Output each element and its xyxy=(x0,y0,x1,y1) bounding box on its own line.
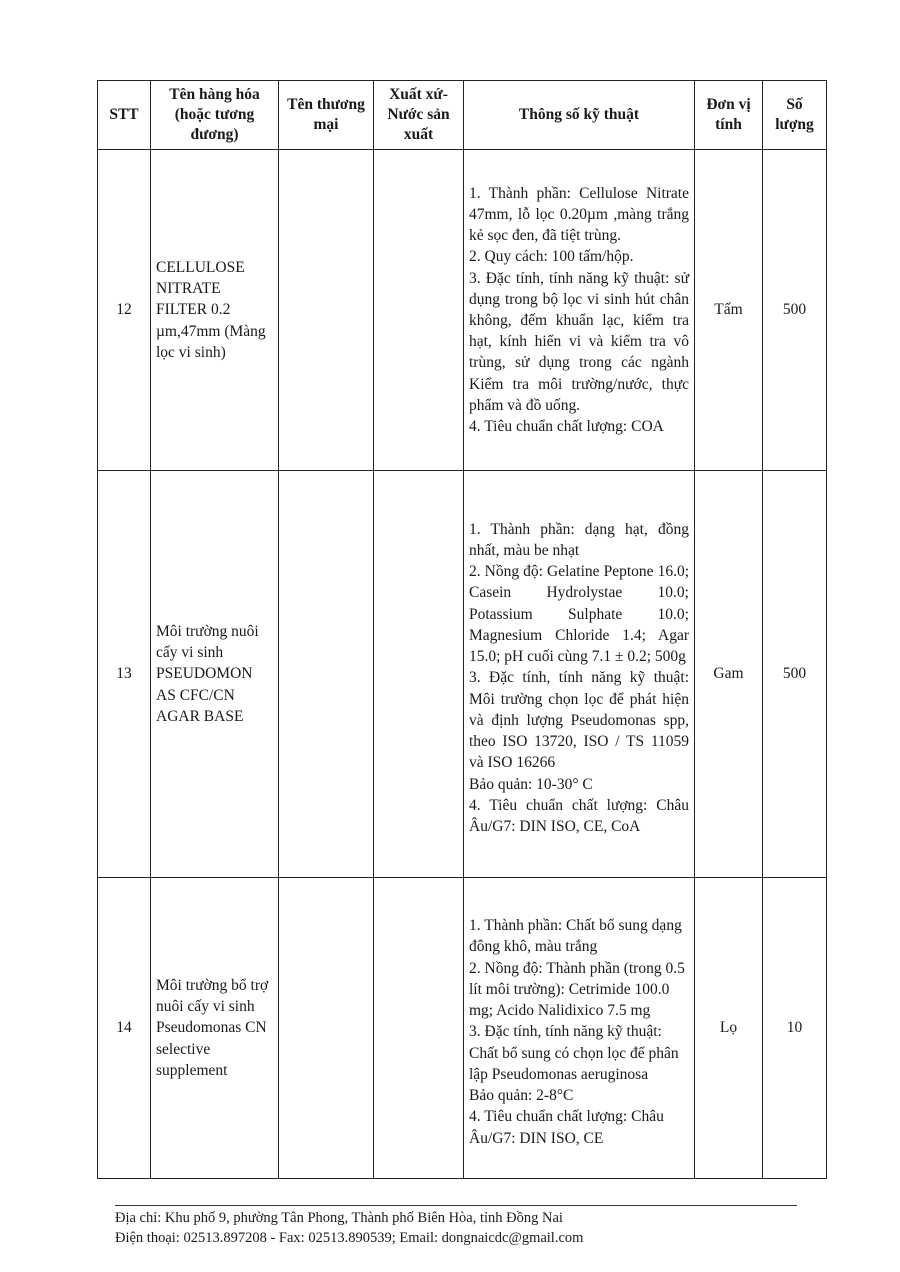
footer-address: Địa chỉ: Khu phố 9, phường Tân Phong, Thành phố Biên Hòa, tỉnh Đồng Nai xyxy=(115,1210,563,1226)
row-unit: Lọ xyxy=(695,878,763,1179)
row-stt: 14 xyxy=(98,878,151,1179)
row-unit: Tấm xyxy=(695,150,763,471)
page-footer xyxy=(115,1208,583,1249)
row-stt: 12 xyxy=(98,150,151,471)
header-specs: Thông số kỹ thuật xyxy=(464,81,695,150)
table-row xyxy=(98,878,827,1179)
row-product-name: Môi trường bổ trợ nuôi cấy vi sinh Pseudomonas CN selective supplement xyxy=(151,878,279,1179)
spec-line: 4. Tiêu chuẩn chất lượng: Châu Âu/G7: DIN ISO, CE, CoA xyxy=(469,796,689,836)
row-trade-name xyxy=(279,878,374,1179)
table-row xyxy=(98,471,827,878)
spec-line: 2. Nồng độ: Gelatine Peptone 16.0; Casein Hydrolystae 10.0; Potassium Sulphate 10.0; Magnesium Chloride 1.4; Agar 15.0; pH cuối cùng 7.1 ± 0.2; 500g xyxy=(469,563,689,666)
row-trade-name xyxy=(279,471,374,878)
spec-line: 3. Đặc tính, tính năng kỹ thuật: Môi trường chọn lọc để phát hiện và định lượng Pseudomonas spp, theo ISO 13720, ISO / TS 11059 và ISO 16266 xyxy=(469,669,689,772)
spec-line: 2. Nồng độ: Thành phần (trong 0.5 lít môi trường): Cetrimide 100.0 mg; Acido Nalidixico 7.5 mg xyxy=(469,959,685,1020)
row-product-name: CELLULOSE NITRATE FILTER 0.2 µm,47mm (Màng lọc vi sinh) xyxy=(151,150,279,471)
spec-line: 4. Tiêu chuẩn chất lượng: Châu Âu/G7: DIN ISO, CE xyxy=(469,1108,664,1147)
header-origin: Xuất xứ- Nước sản xuất xyxy=(374,81,464,150)
header-stt: STT xyxy=(98,81,151,150)
spec-line: 1. Thành phần: Chất bổ sung dạng đông khô, màu trắng xyxy=(469,917,682,956)
row-origin xyxy=(374,878,464,1179)
header-quantity: Số lượng xyxy=(763,81,827,150)
row-unit: Gam xyxy=(695,471,763,878)
row-origin xyxy=(374,150,464,471)
header-row xyxy=(98,81,827,150)
spec-line: Bảo quản: 10-30° C xyxy=(469,775,593,793)
spec-line: 2. Quy cách: 100 tấm/hộp. xyxy=(469,248,634,266)
row-specs xyxy=(464,878,695,1179)
row-quantity: 500 xyxy=(763,471,827,878)
spec-line: 1. Thành phần: dạng hạt, đồng nhất, màu be nhạt xyxy=(469,520,689,559)
row-stt: 13 xyxy=(98,471,151,878)
spec-table xyxy=(97,80,827,1179)
footer-divider xyxy=(115,1205,797,1206)
table-row xyxy=(98,150,827,471)
row-trade-name xyxy=(279,150,374,471)
header-unit: Đơn vị tính xyxy=(695,81,763,150)
row-origin xyxy=(374,471,464,878)
spec-line: Bảo quản: 2-8°C xyxy=(469,1087,574,1105)
spec-line: 1. Thành phần: Cellulose Nitrate 47mm, lỗ lọc 0.20µm ,màng trắng kẻ sọc đen, đã tiệt trùng. xyxy=(469,184,689,245)
header-trade-name: Tên thương mại xyxy=(279,81,374,150)
spec-line: 4. Tiêu chuẩn chất lượng: COA xyxy=(469,418,664,436)
spec-line: 3. Đặc tính, tính năng kỹ thuật: Chất bổ sung có chọn lọc để phân lập Pseudomonas aeruginosa xyxy=(469,1023,679,1083)
row-specs xyxy=(464,150,695,471)
row-product-name: Môi trường nuôi cấy vi sinh PSEUDOMON AS CFC/CN AGAR BASE xyxy=(151,471,279,878)
spec-line: 3. Đặc tính, tính năng kỹ thuật: sử dụng trong bộ lọc vi sinh hút chân không, đếm khuẩn lạc, kiểm tra hạt, kính hiển vi và kiểm tra vô trùng, sử dụng trong các ngành Kiểm tra môi trường/nước, thực phẩm và đồ uống. xyxy=(469,269,689,414)
footer-contact: Điện thoại: 02513.897208 - Fax: 02513.890539; Email: dongnaicdc@gmail.com xyxy=(115,1230,584,1247)
row-specs xyxy=(464,471,695,878)
row-quantity: 500 xyxy=(763,150,827,471)
header-product-name: Tên hàng hóa (hoặc tương đương) xyxy=(151,81,279,150)
row-quantity: 10 xyxy=(763,878,827,1179)
